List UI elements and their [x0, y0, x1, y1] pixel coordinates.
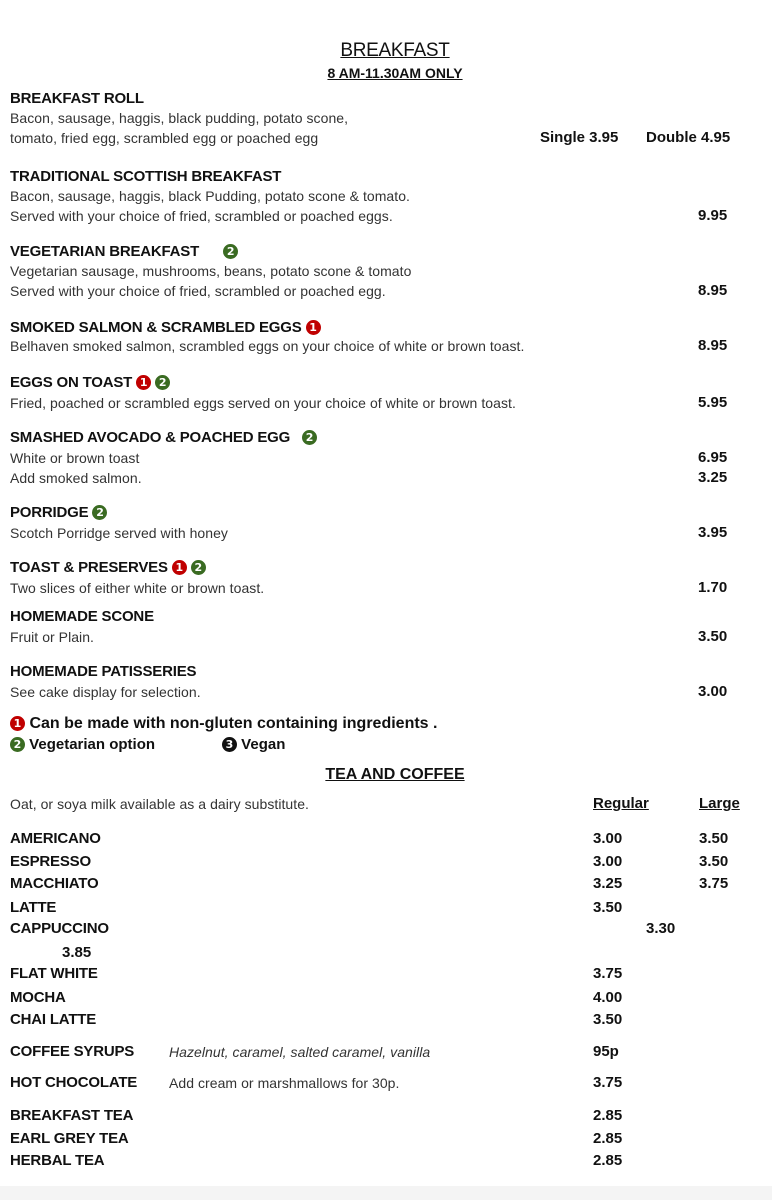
item-price: 3.00 — [698, 683, 728, 700]
item-price: 3.50 — [698, 628, 728, 645]
item-name-text: SMOKED SALMON & SCRAMBLED EGGS — [10, 319, 302, 336]
item-price: 9.95 — [698, 207, 728, 224]
item-name-text: PORRIDGE — [10, 504, 89, 521]
drink-price-regular: 4.00 — [593, 989, 623, 1006]
drink-price-regular: 3.00 — [593, 853, 623, 870]
drink-name-latte: LATTE — [10, 899, 57, 916]
drink-name-macchiato: MACCHIATO — [10, 875, 99, 892]
item-price: 8.95 — [698, 337, 728, 354]
vegetarian-badge-icon: 2 — [223, 244, 238, 259]
item-desc: Scotch Porridge served with honey — [10, 525, 228, 541]
item-desc: Fried, poached or scrambled eggs served on your choice of white or brown toast. — [10, 395, 516, 411]
item-desc: See cake display for selection. — [10, 684, 201, 700]
drink-price-regular: 95p — [593, 1043, 619, 1060]
drink-price-regular: 2.85 — [593, 1130, 623, 1147]
legend-gluten — [6, 715, 437, 733]
legend-vegan — [218, 736, 285, 753]
drink-name-herbal-tea: HERBAL TEA — [10, 1152, 105, 1169]
item-price: 1.70 — [698, 579, 728, 596]
drink-price-large: 3.50 — [699, 830, 729, 847]
drink-desc: Hazelnut, caramel, salted caramel, vanilla — [169, 1044, 431, 1060]
drink-price-large: 3.50 — [699, 853, 729, 870]
drink-price-regular: 3.30 — [646, 920, 676, 937]
drink-desc: Add cream or marshmallows for 30p. — [169, 1075, 400, 1091]
item-name-smoked-salmon — [10, 319, 321, 336]
drink-name-earl-grey-tea: EARL GREY TEA — [10, 1130, 129, 1147]
drink-price-regular: 3.25 — [593, 875, 623, 892]
item-desc: White or brown toast — [10, 450, 140, 466]
drink-name-americano: AMERICANO — [10, 830, 101, 847]
item-desc: Served with your choice of fried, scrambled or poached egg. — [10, 283, 386, 299]
drink-name-mocha: MOCHA — [10, 989, 66, 1006]
vegetarian-badge-icon: 2 — [155, 375, 170, 390]
gluten-free-badge-icon: 1 — [306, 320, 321, 335]
breakfast-title: BREAKFAST — [340, 40, 450, 61]
dairy-note: Oat, or soya milk available as a dairy substitute. — [10, 796, 309, 812]
item-name-eggs-on-toast — [10, 374, 170, 391]
drink-name-hot-chocolate: HOT CHOCOLATE — [10, 1074, 138, 1091]
item-desc: Fruit or Plain. — [10, 629, 94, 645]
item-name-traditional-scottish-breakfast: TRADITIONAL SCOTTISH BREAKFAST — [10, 168, 282, 185]
item-name-homemade-patisseries: HOMEMADE PATISSERIES — [10, 663, 197, 680]
item-name-porridge — [10, 504, 107, 521]
legend-vegan-text: Vegan — [241, 736, 286, 753]
drink-price-large: 3.85 — [62, 944, 92, 961]
gluten-free-badge-icon: 1 — [136, 375, 151, 390]
drink-price-regular: 3.00 — [593, 830, 623, 847]
item-price: 5.95 — [698, 394, 728, 411]
item-name-breakfast-roll: BREAKFAST ROLL — [10, 90, 144, 107]
drink-name-flat-white: FLAT WHITE — [10, 965, 98, 982]
item-name-homemade-scone: HOMEMADE SCONE — [10, 608, 154, 625]
item-desc: Vegetarian sausage, mushrooms, beans, potato scone & tomato — [10, 263, 412, 279]
item-desc: Add smoked salmon. — [10, 470, 142, 486]
breakfast-hours: 8 AM-11.30AM ONLY — [327, 65, 463, 81]
item-desc: Served with your choice of fried, scrambled or poached eggs. — [10, 208, 393, 224]
item-price: 3.95 — [698, 524, 728, 541]
page-bottom-edge — [0, 1186, 772, 1200]
item-name-text: SMASHED AVOCADO & POACHED EGG — [10, 429, 291, 446]
drink-price-regular: 3.50 — [593, 899, 623, 916]
gluten-free-badge-icon: 1 — [172, 560, 187, 575]
drink-name-breakfast-tea: BREAKFAST TEA — [10, 1107, 134, 1124]
vegetarian-badge-icon: 2 — [302, 430, 317, 445]
vegetarian-badge-icon: 2 — [92, 505, 107, 520]
drink-price-regular: 3.50 — [593, 1011, 623, 1028]
item-price-double: Double 4.95 — [646, 129, 731, 146]
item-name-toast-preserves — [10, 559, 206, 576]
item-name-text: VEGETARIAN BREAKFAST — [10, 243, 200, 260]
drink-name-coffee-syrups: COFFEE SYRUPS — [10, 1043, 135, 1060]
drink-price-large: 3.75 — [699, 875, 729, 892]
drink-name-cappuccino: CAPPUCCINO — [10, 920, 109, 937]
vegetarian-badge-icon: 2 — [10, 737, 25, 752]
legend-vegetarian-text: Vegetarian option — [29, 736, 156, 753]
item-desc: Belhaven smoked salmon, scrambled eggs on your choice of white or brown toast. — [10, 338, 525, 354]
tea-coffee-title: TEA AND COFFEE — [325, 766, 465, 783]
item-name-smashed-avocado — [10, 429, 317, 446]
item-price: 6.95 — [698, 449, 728, 466]
gluten-free-badge-icon: 1 — [10, 716, 25, 731]
legend-gluten-text: Can be made with non-gluten containing ingredients . — [29, 715, 438, 732]
vegan-badge-icon: 3 — [222, 737, 237, 752]
vegetarian-badge-icon: 2 — [191, 560, 206, 575]
item-name-vegetarian-breakfast — [10, 243, 238, 260]
item-price: 8.95 — [698, 282, 728, 299]
item-name-text: TOAST & PRESERVES — [10, 559, 168, 576]
column-header-large: Large — [699, 795, 740, 812]
item-name-text: EGGS ON TOAST — [10, 374, 133, 391]
item-desc: Bacon, sausage, haggis, black Pudding, potato scone & tomato. — [10, 188, 410, 204]
drink-name-espresso: ESPRESSO — [10, 853, 91, 870]
item-desc: Two slices of either white or brown toast. — [10, 580, 265, 596]
drink-price-regular: 3.75 — [593, 1074, 623, 1091]
item-price-single: Single 3.95 — [540, 129, 619, 146]
item-desc: tomato, fried egg, scrambled egg or poached egg — [10, 130, 319, 146]
drink-price-regular: 2.85 — [593, 1152, 623, 1169]
column-header-regular: Regular — [593, 795, 649, 812]
item-price-extra: 3.25 — [698, 469, 728, 486]
drink-price-regular: 3.75 — [593, 965, 623, 982]
drink-price-regular: 2.85 — [593, 1107, 623, 1124]
legend-vegetarian — [6, 736, 155, 753]
item-desc: Bacon, sausage, haggis, black pudding, potato scone, — [10, 110, 349, 126]
drink-name-chai-latte: CHAI LATTE — [10, 1011, 97, 1028]
